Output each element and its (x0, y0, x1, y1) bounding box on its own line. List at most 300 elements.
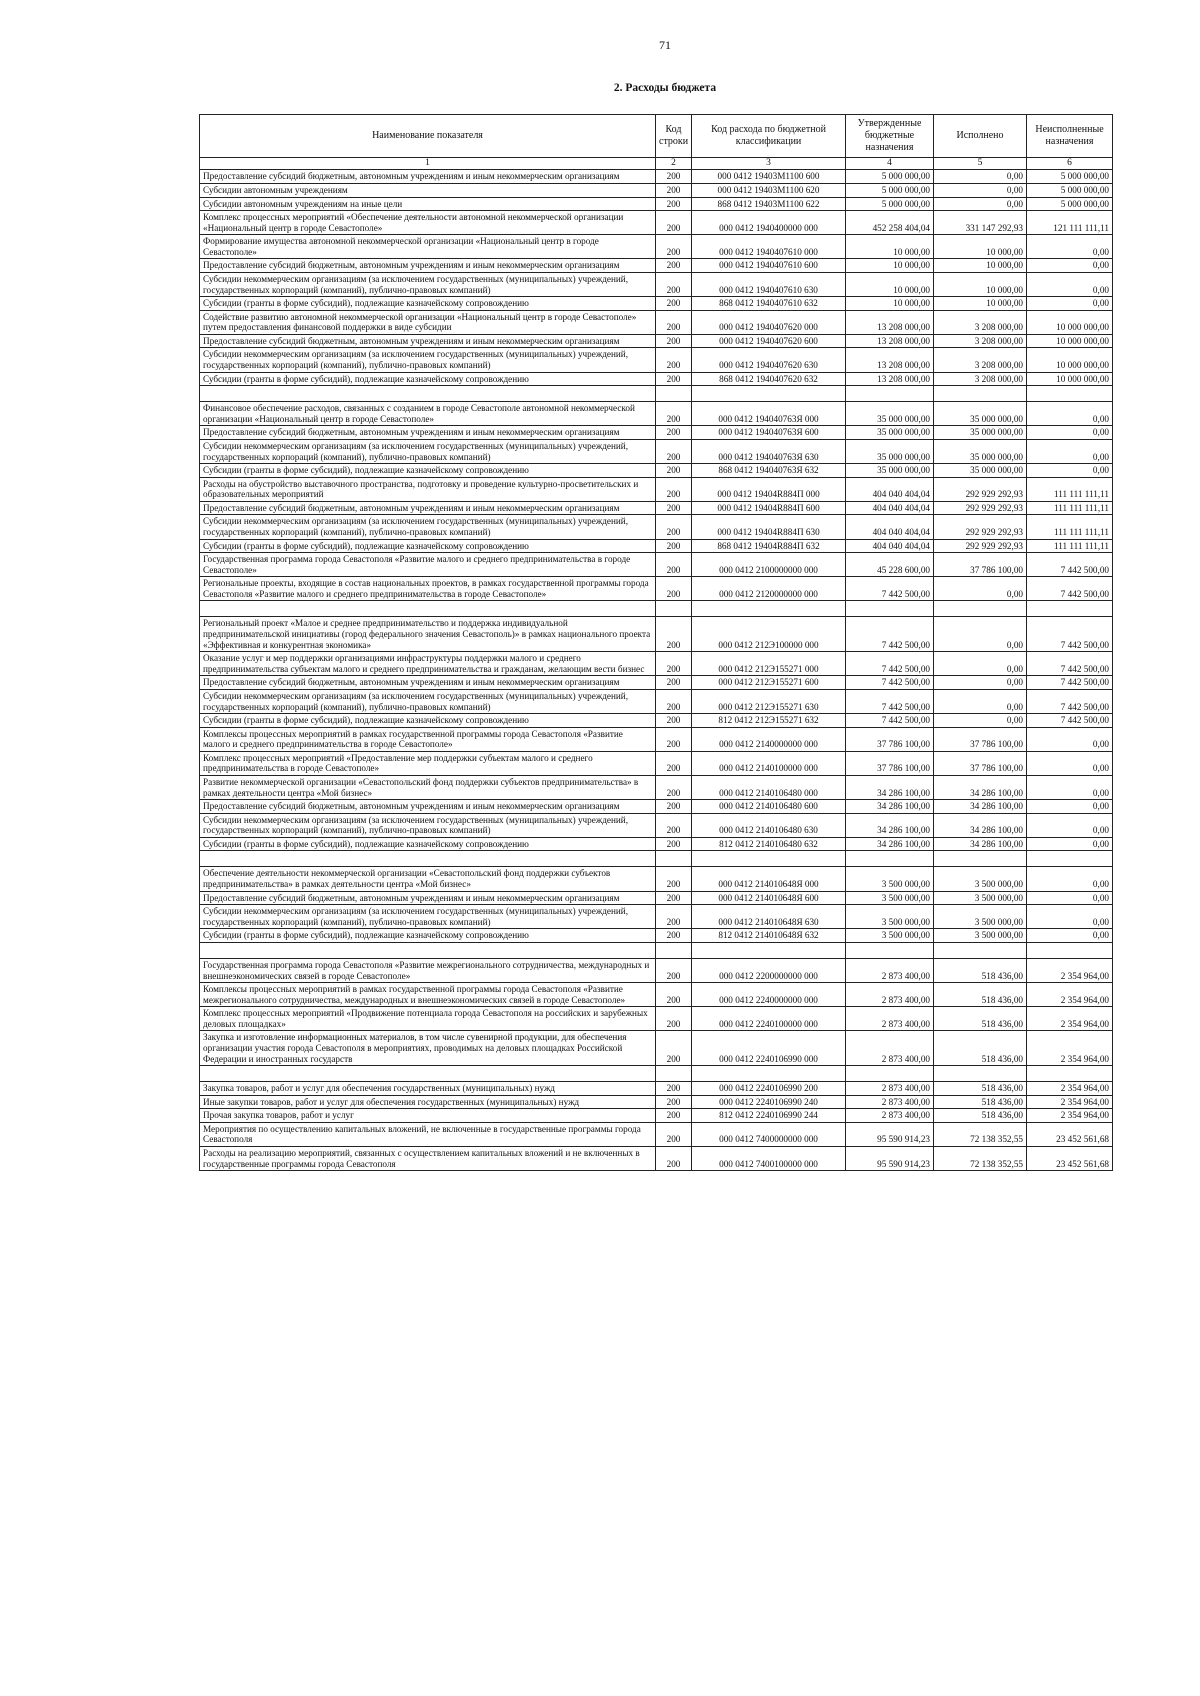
row-name: Комплекс процессных мероприятий «Продвижение потенциала города Севастополя на российских и зарубежных деловых площадках» (200, 1007, 656, 1031)
row-name: Комплексы процессных мероприятий в рамках государственной программы города Севастополя «Развитие малого и среднего предпринимательства в городе Севастополе» (200, 727, 656, 751)
row-approved: 3 500 000,00 (846, 929, 934, 943)
row-approved: 10 000,00 (846, 259, 934, 273)
table-row (200, 170, 1113, 184)
row-approved: 7 442 500,00 (846, 714, 934, 728)
row-budget-code: 812 0412 212Э155271 632 (692, 714, 846, 728)
row-unexecuted: 0,00 (1027, 426, 1113, 440)
table-body (200, 170, 1113, 1171)
table-row (200, 577, 1113, 601)
row-unexecuted: 23 452 561,68 (1027, 1147, 1113, 1171)
row-name: Субсидии (гранты в форме субсидий), подлежащие казначейскому сопровождению (200, 929, 656, 943)
row-approved: 3 500 000,00 (846, 867, 934, 891)
row-name: Закупка товаров, работ и услуг для обеспечения государственных (муниципальных) нужд (200, 1082, 656, 1096)
row-budget-code: 000 0412 2240106990 000 (692, 1031, 846, 1066)
row-unexecuted: 0,00 (1027, 837, 1113, 851)
row-name: Региональный проект «Малое и среднее предпринимательство и поддержка индивидуальной предпринимательской инициативы (город федерального значения Севастополь)» в рамках национального проекта «Эффективная и конкурентная экономика» (200, 617, 656, 652)
row-name: Предоставление субсидий бюджетным, автономным учреждениям и иным некоммерческим организациям (200, 259, 656, 273)
column-number: 6 (1027, 158, 1113, 170)
row-line-code: 200 (656, 334, 692, 348)
row-line-code: 200 (656, 310, 692, 334)
row-budget-code: 812 0412 2140106480 632 (692, 837, 846, 851)
table-row (200, 751, 1113, 775)
row-line-code: 200 (656, 402, 692, 426)
row-budget-code: 812 0412 214010648Я 632 (692, 929, 846, 943)
row-unexecuted: 0,00 (1027, 751, 1113, 775)
row-name: Прочая закупка товаров, работ и услуг (200, 1109, 656, 1123)
row-line-code: 200 (656, 1007, 692, 1031)
row-executed: 10 000,00 (934, 235, 1027, 259)
row-line-code: 200 (656, 1147, 692, 1171)
row-budget-code: 000 0412 2120000000 000 (692, 577, 846, 601)
row-unexecuted: 0,00 (1027, 867, 1113, 891)
row-line-code: 200 (656, 439, 692, 463)
row-name: Субсидии некоммерческим организациям (за исключением государственных (муниципальных) учреждений, государственных корпораций (компаний), публично-правовых компаний) (200, 813, 656, 837)
row-approved: 35 000 000,00 (846, 426, 934, 440)
row-line-code: 200 (656, 197, 692, 211)
row-approved: 2 873 400,00 (846, 958, 934, 982)
row-budget-code: 000 0412 7400000000 000 (692, 1122, 846, 1146)
row-budget-code: 000 0412 19404R884П 000 (692, 477, 846, 501)
column-number: 3 (692, 158, 846, 170)
row-executed: 3 500 000,00 (934, 905, 1027, 929)
row-unexecuted: 5 000 000,00 (1027, 183, 1113, 197)
row-executed: 0,00 (934, 577, 1027, 601)
row-budget-code: 000 0412 1940407610 600 (692, 259, 846, 273)
row-name: Предоставление субсидий бюджетным, автономным учреждениям и иным некоммерческим организациям (200, 426, 656, 440)
row-name: Расходы на обустройство выставочного пространства, подготовку и проведение культурно-просветительских и образовательных мероприятий (200, 477, 656, 501)
row-executed: 518 436,00 (934, 1095, 1027, 1109)
row-budget-code: 000 0412 212Э155271 000 (692, 652, 846, 676)
row-name: Субсидии (гранты в форме субсидий), подлежащие казначейскому сопровождению (200, 297, 656, 311)
row-name: Обеспечение деятельности некоммерческой организации «Севастопольский фонд поддержки субъектов предпринимательства» в рамках деятельности центра «Мой бизнес» (200, 867, 656, 891)
row-executed: 3 208 000,00 (934, 372, 1027, 386)
row-name: Государственная программа города Севастополя «Развитие малого и среднего предпринимательства в городе Севастополе» (200, 553, 656, 577)
table-row (200, 1031, 1113, 1066)
row-executed: 0,00 (934, 197, 1027, 211)
table-row (200, 867, 1113, 891)
table-row (200, 652, 1113, 676)
row-unexecuted: 7 442 500,00 (1027, 577, 1113, 601)
row-executed: 0,00 (934, 617, 1027, 652)
row-budget-code: 000 0412 7400100000 000 (692, 1147, 846, 1171)
row-approved: 7 442 500,00 (846, 689, 934, 713)
row-name: Предоставление субсидий бюджетным, автономным учреждениям и иным некоммерческим организациям (200, 891, 656, 905)
row-unexecuted: 2 354 964,00 (1027, 983, 1113, 1007)
row-executed: 3 500 000,00 (934, 929, 1027, 943)
row-executed: 35 000 000,00 (934, 464, 1027, 478)
row-executed: 3 208 000,00 (934, 348, 1027, 372)
row-executed: 10 000,00 (934, 273, 1027, 297)
row-name: Комплекс процессных мероприятий «Предоставление мер поддержки субъектам малого и среднего предпринимательства в городе Севастополе» (200, 751, 656, 775)
row-approved: 35 000 000,00 (846, 402, 934, 426)
row-line-code: 200 (656, 775, 692, 799)
row-executed: 0,00 (934, 183, 1027, 197)
row-approved: 452 258 404,04 (846, 211, 934, 235)
row-approved: 34 286 100,00 (846, 775, 934, 799)
table-row (200, 348, 1113, 372)
table-row (200, 426, 1113, 440)
row-unexecuted: 0,00 (1027, 273, 1113, 297)
row-name: Субсидии (гранты в форме субсидий), подлежащие казначейскому сопровождению (200, 372, 656, 386)
row-unexecuted: 111 111 111,11 (1027, 539, 1113, 553)
row-name: Формирование имущества автономной некоммерческой организации «Национальный центр в городе Севастополе» (200, 235, 656, 259)
row-executed: 0,00 (934, 170, 1027, 184)
row-name: Предоставление субсидий бюджетным, автономным учреждениям и иным некоммерческим организациям (200, 800, 656, 814)
row-line-code: 200 (656, 727, 692, 751)
row-line-code: 200 (656, 211, 692, 235)
row-unexecuted: 2 354 964,00 (1027, 1109, 1113, 1123)
table-row (200, 727, 1113, 751)
row-budget-code: 000 0412 212Э155271 600 (692, 676, 846, 690)
row-executed: 3 500 000,00 (934, 867, 1027, 891)
row-budget-code: 000 0412 194040763Я 630 (692, 439, 846, 463)
table-row (200, 813, 1113, 837)
row-name: Предоставление субсидий бюджетным, автономным учреждениям и иным некоммерческим организациям (200, 334, 656, 348)
row-line-code: 200 (656, 929, 692, 943)
row-approved: 5 000 000,00 (846, 170, 934, 184)
row-line-code: 200 (656, 1122, 692, 1146)
row-executed: 37 786 100,00 (934, 751, 1027, 775)
row-unexecuted: 10 000 000,00 (1027, 348, 1113, 372)
row-unexecuted: 0,00 (1027, 464, 1113, 478)
column-number: 4 (846, 158, 934, 170)
row-budget-code: 868 0412 19404R884П 632 (692, 539, 846, 553)
row-unexecuted: 7 442 500,00 (1027, 652, 1113, 676)
row-unexecuted: 0,00 (1027, 439, 1113, 463)
row-line-code: 200 (656, 464, 692, 478)
row-budget-code: 000 0412 2140106480 000 (692, 775, 846, 799)
row-approved: 35 000 000,00 (846, 439, 934, 463)
table-row (200, 1147, 1113, 1171)
row-executed: 292 929 292,93 (934, 515, 1027, 539)
table-row (200, 553, 1113, 577)
row-budget-code: 000 0412 2240100000 000 (692, 1007, 846, 1031)
row-line-code: 200 (656, 515, 692, 539)
header-unexecuted: Неисполненные назначения (1027, 115, 1113, 158)
header-line-code: Код строки (656, 115, 692, 158)
row-line-code: 200 (656, 1095, 692, 1109)
spacer-row (200, 1066, 1113, 1082)
row-line-code: 200 (656, 800, 692, 814)
row-line-code: 200 (656, 958, 692, 982)
row-unexecuted: 0,00 (1027, 402, 1113, 426)
row-approved: 3 500 000,00 (846, 905, 934, 929)
spacer-row (200, 386, 1113, 402)
row-executed: 35 000 000,00 (934, 402, 1027, 426)
row-approved: 95 590 914,23 (846, 1147, 934, 1171)
table-row (200, 1109, 1113, 1123)
row-unexecuted: 7 442 500,00 (1027, 689, 1113, 713)
row-line-code: 200 (656, 170, 692, 184)
section-title: 2. Расходы бюджета (613, 82, 717, 94)
row-budget-code: 000 0412 2140106480 600 (692, 800, 846, 814)
row-approved: 5 000 000,00 (846, 197, 934, 211)
row-unexecuted: 0,00 (1027, 235, 1113, 259)
row-unexecuted: 111 111 111,11 (1027, 501, 1113, 515)
row-budget-code: 868 0412 1940407610 632 (692, 297, 846, 311)
row-unexecuted: 111 111 111,11 (1027, 477, 1113, 501)
row-name: Субсидии некоммерческим организациям (за исключением государственных (муниципальных) учреждений, государственных корпораций (компаний), публично-правовых компаний) (200, 439, 656, 463)
row-approved: 34 286 100,00 (846, 800, 934, 814)
row-budget-code: 868 0412 19403М1100 622 (692, 197, 846, 211)
row-executed: 34 286 100,00 (934, 813, 1027, 837)
column-number: 1 (200, 158, 656, 170)
row-line-code: 200 (656, 652, 692, 676)
row-budget-code: 000 0412 214010648Я 000 (692, 867, 846, 891)
row-approved: 13 208 000,00 (846, 334, 934, 348)
row-line-code: 200 (656, 617, 692, 652)
row-unexecuted: 5 000 000,00 (1027, 170, 1113, 184)
row-executed: 3 208 000,00 (934, 310, 1027, 334)
row-approved: 13 208 000,00 (846, 372, 934, 386)
row-unexecuted: 7 442 500,00 (1027, 676, 1113, 690)
table-row (200, 617, 1113, 652)
row-name: Развитие некоммерческой организации «Севастопольский фонд поддержки субъектов предпринимательства» в рамках деятельности центра «Мой бизнес» (200, 775, 656, 799)
row-executed: 292 929 292,93 (934, 477, 1027, 501)
row-unexecuted: 0,00 (1027, 891, 1113, 905)
table-row (200, 372, 1113, 386)
row-name: Субсидии (гранты в форме субсидий), подлежащие казначейскому сопровождению (200, 539, 656, 553)
row-budget-code: 000 0412 2140000000 000 (692, 727, 846, 751)
row-budget-code: 000 0412 194040763Я 600 (692, 426, 846, 440)
row-executed: 0,00 (934, 652, 1027, 676)
table-row (200, 983, 1113, 1007)
row-executed: 518 436,00 (934, 958, 1027, 982)
row-budget-code: 000 0412 19403М1100 600 (692, 170, 846, 184)
table-row (200, 235, 1113, 259)
table-row (200, 464, 1113, 478)
row-line-code: 200 (656, 867, 692, 891)
table-row (200, 800, 1113, 814)
column-number: 2 (656, 158, 692, 170)
header-budget-code: Код расхода по бюджетной классификации (692, 115, 846, 158)
row-line-code: 200 (656, 183, 692, 197)
row-approved: 34 286 100,00 (846, 837, 934, 851)
row-executed: 518 436,00 (934, 1031, 1027, 1066)
row-unexecuted: 2 354 964,00 (1027, 1007, 1113, 1031)
row-executed: 10 000,00 (934, 259, 1027, 273)
table-row (200, 775, 1113, 799)
row-unexecuted: 7 442 500,00 (1027, 617, 1113, 652)
row-approved: 3 500 000,00 (846, 891, 934, 905)
table-row (200, 1122, 1113, 1146)
row-unexecuted: 0,00 (1027, 800, 1113, 814)
spacer-row (200, 851, 1113, 867)
row-name: Субсидии (гранты в форме субсидий), подлежащие казначейскому сопровождению (200, 714, 656, 728)
table-row (200, 402, 1113, 426)
table-row (200, 676, 1113, 690)
row-name: Комплексы процессных мероприятий в рамках государственной программы города Севастополя «Развитие межрегионального сотрудничества, международных и внешнеэкономических связей в городе Севастополе» (200, 983, 656, 1007)
row-executed: 0,00 (934, 714, 1027, 728)
row-line-code: 200 (656, 477, 692, 501)
row-line-code: 200 (656, 348, 692, 372)
row-executed: 0,00 (934, 676, 1027, 690)
row-executed: 72 138 352,55 (934, 1147, 1027, 1171)
row-line-code: 200 (656, 501, 692, 515)
row-name: Субсидии автономным учреждениям (200, 183, 656, 197)
table-row (200, 837, 1113, 851)
row-approved: 35 000 000,00 (846, 464, 934, 478)
header-executed: Исполнено (934, 115, 1027, 158)
row-unexecuted: 0,00 (1027, 297, 1113, 311)
row-approved: 95 590 914,23 (846, 1122, 934, 1146)
row-executed: 34 286 100,00 (934, 775, 1027, 799)
table-row (200, 539, 1113, 553)
row-approved: 5 000 000,00 (846, 183, 934, 197)
table-row (200, 273, 1113, 297)
row-executed: 34 286 100,00 (934, 800, 1027, 814)
table-row (200, 515, 1113, 539)
row-executed: 72 138 352,55 (934, 1122, 1027, 1146)
row-approved: 7 442 500,00 (846, 676, 934, 690)
row-name: Закупка и изготовление информационных материалов, в том числе сувенирной продукции, для обеспечения организации участия города Севастополя в мероприятиях, проводимых на деловых площадках Российской Федерации и иностранных государств (200, 1031, 656, 1066)
row-budget-code: 000 0412 214010648Я 630 (692, 905, 846, 929)
row-name: Иные закупки товаров, работ и услуг для обеспечения государственных (муниципальных) нужд (200, 1095, 656, 1109)
row-budget-code: 000 0412 1940407620 000 (692, 310, 846, 334)
row-approved: 34 286 100,00 (846, 813, 934, 837)
row-line-code: 200 (656, 837, 692, 851)
row-budget-code: 000 0412 1940407610 000 (692, 235, 846, 259)
row-unexecuted: 0,00 (1027, 813, 1113, 837)
row-name: Финансовое обеспечение расходов, связанных с созданием в городе Севастополе автономной некоммерческой организации «Национальный центр в городе Севастополе» (200, 402, 656, 426)
row-name: Региональные проекты, входящие в состав национальных проектов, в рамках государственной программы города Севастополя «Развитие малого и среднего предпринимательства в городе Севастополе» (200, 577, 656, 601)
row-approved: 404 040 404,04 (846, 539, 934, 553)
row-unexecuted: 10 000 000,00 (1027, 310, 1113, 334)
row-line-code: 200 (656, 259, 692, 273)
row-line-code: 200 (656, 372, 692, 386)
row-budget-code: 000 0412 194040763Я 000 (692, 402, 846, 426)
row-approved: 404 040 404,04 (846, 477, 934, 501)
row-line-code: 200 (656, 235, 692, 259)
row-approved: 7 442 500,00 (846, 617, 934, 652)
row-unexecuted: 0,00 (1027, 259, 1113, 273)
row-unexecuted: 2 354 964,00 (1027, 1082, 1113, 1096)
row-budget-code: 000 0412 19404R884П 630 (692, 515, 846, 539)
row-name: Комплекс процессных мероприятий «Обеспечение деятельности автономной некоммерческой организации «Национальный центр в городе Севастополе» (200, 211, 656, 235)
table-row (200, 297, 1113, 311)
row-unexecuted: 7 442 500,00 (1027, 553, 1113, 577)
row-budget-code: 000 0412 2240000000 000 (692, 983, 846, 1007)
row-executed: 292 929 292,93 (934, 539, 1027, 553)
table-row (200, 905, 1113, 929)
row-budget-code: 000 0412 19403М1100 620 (692, 183, 846, 197)
row-line-code: 200 (656, 676, 692, 690)
row-approved: 37 786 100,00 (846, 751, 934, 775)
table-row (200, 1095, 1113, 1109)
table-row (200, 477, 1113, 501)
row-budget-code: 000 0412 2240106990 200 (692, 1082, 846, 1096)
row-budget-code: 000 0412 2200000000 000 (692, 958, 846, 982)
row-approved: 2 873 400,00 (846, 1007, 934, 1031)
row-budget-code: 000 0412 212Э155271 630 (692, 689, 846, 713)
row-approved: 404 040 404,04 (846, 501, 934, 515)
budget-expenses-table-wrapper (199, 114, 1112, 1171)
row-name: Предоставление субсидий бюджетным, автономным учреждениям и иным некоммерческим организациям (200, 170, 656, 184)
row-executed: 292 929 292,93 (934, 501, 1027, 515)
row-line-code: 200 (656, 426, 692, 440)
row-budget-code: 868 0412 194040763Я 632 (692, 464, 846, 478)
spacer-row (200, 601, 1113, 617)
row-executed: 37 786 100,00 (934, 553, 1027, 577)
row-unexecuted: 0,00 (1027, 929, 1113, 943)
row-budget-code: 000 0412 2100000000 000 (692, 553, 846, 577)
table-row (200, 183, 1113, 197)
row-unexecuted: 10 000 000,00 (1027, 372, 1113, 386)
row-executed: 35 000 000,00 (934, 439, 1027, 463)
row-line-code: 200 (656, 297, 692, 311)
row-budget-code: 000 0412 212Э100000 000 (692, 617, 846, 652)
row-budget-code: 000 0412 2140106480 630 (692, 813, 846, 837)
table-row (200, 929, 1113, 943)
table-row (200, 439, 1113, 463)
table-row (200, 310, 1113, 334)
table-row (200, 259, 1113, 273)
row-approved: 13 208 000,00 (846, 310, 934, 334)
table-row (200, 1082, 1113, 1096)
row-budget-code: 000 0412 1940407620 600 (692, 334, 846, 348)
page-number: 71 (659, 38, 671, 52)
row-name: Содействие развитию автономной некоммерческой организации «Национальный центр в городе Севастополе» путем предоставления финансовой поддержки в виде субсидии (200, 310, 656, 334)
row-approved: 2 873 400,00 (846, 1031, 934, 1066)
row-budget-code: 000 0412 2140100000 000 (692, 751, 846, 775)
budget-expenses-table (199, 114, 1113, 1171)
row-name: Субсидии автономным учреждениям на иные цели (200, 197, 656, 211)
row-line-code: 200 (656, 983, 692, 1007)
row-approved: 7 442 500,00 (846, 577, 934, 601)
row-name: Субсидии некоммерческим организациям (за исключением государственных (муниципальных) учреждений, государственных корпораций (компаний), публично-правовых компаний) (200, 905, 656, 929)
row-executed: 331 147 292,93 (934, 211, 1027, 235)
row-approved: 2 873 400,00 (846, 1095, 934, 1109)
table-row (200, 334, 1113, 348)
row-approved: 2 873 400,00 (846, 983, 934, 1007)
row-name: Предоставление субсидий бюджетным, автономным учреждениям и иным некоммерческим организациям (200, 676, 656, 690)
row-unexecuted: 10 000 000,00 (1027, 334, 1113, 348)
row-budget-code: 812 0412 2240106990 244 (692, 1109, 846, 1123)
row-name: Субсидии некоммерческим организациям (за исключением государственных (муниципальных) учреждений, государственных корпораций (компаний), публично-правовых компаний) (200, 348, 656, 372)
row-executed: 10 000,00 (934, 297, 1027, 311)
row-line-code: 200 (656, 1109, 692, 1123)
table-header (200, 115, 1113, 170)
row-executed: 3 500 000,00 (934, 891, 1027, 905)
row-executed: 518 436,00 (934, 1109, 1027, 1123)
row-budget-code: 000 0412 214010648Я 600 (692, 891, 846, 905)
row-budget-code: 000 0412 1940407610 630 (692, 273, 846, 297)
row-name: Субсидии некоммерческим организациям (за исключением государственных (муниципальных) учреждений, государственных корпораций (компаний), публично-правовых компаний) (200, 273, 656, 297)
table-row (200, 211, 1113, 235)
row-name: Государственная программа города Севастополя «Развитие межрегионального сотрудничества, международных и внешнеэкономических связей в городе Севастополе» (200, 958, 656, 982)
row-executed: 3 208 000,00 (934, 334, 1027, 348)
header-approved: Утвержденные бюджетные назначения (846, 115, 934, 158)
row-executed: 37 786 100,00 (934, 727, 1027, 751)
row-approved: 10 000,00 (846, 273, 934, 297)
row-executed: 0,00 (934, 689, 1027, 713)
row-approved: 37 786 100,00 (846, 727, 934, 751)
row-approved: 13 208 000,00 (846, 348, 934, 372)
header-name: Наименование показателя (200, 115, 656, 158)
row-unexecuted: 0,00 (1027, 727, 1113, 751)
table-row (200, 197, 1113, 211)
row-name: Субсидии (гранты в форме субсидий), подлежащие казначейскому сопровождению (200, 464, 656, 478)
row-line-code: 200 (656, 577, 692, 601)
row-approved: 2 873 400,00 (846, 1109, 934, 1123)
row-name: Расходы на реализацию мероприятий, связанных с осуществлением капитальных вложений и не включенных в государственные программы города Севастополя (200, 1147, 656, 1171)
row-line-code: 200 (656, 751, 692, 775)
row-line-code: 200 (656, 714, 692, 728)
row-approved: 404 040 404,04 (846, 515, 934, 539)
row-line-code: 200 (656, 539, 692, 553)
row-name: Субсидии некоммерческим организациям (за исключением государственных (муниципальных) учреждений, государственных корпораций (компаний), публично-правовых компаний) (200, 689, 656, 713)
table-row (200, 891, 1113, 905)
